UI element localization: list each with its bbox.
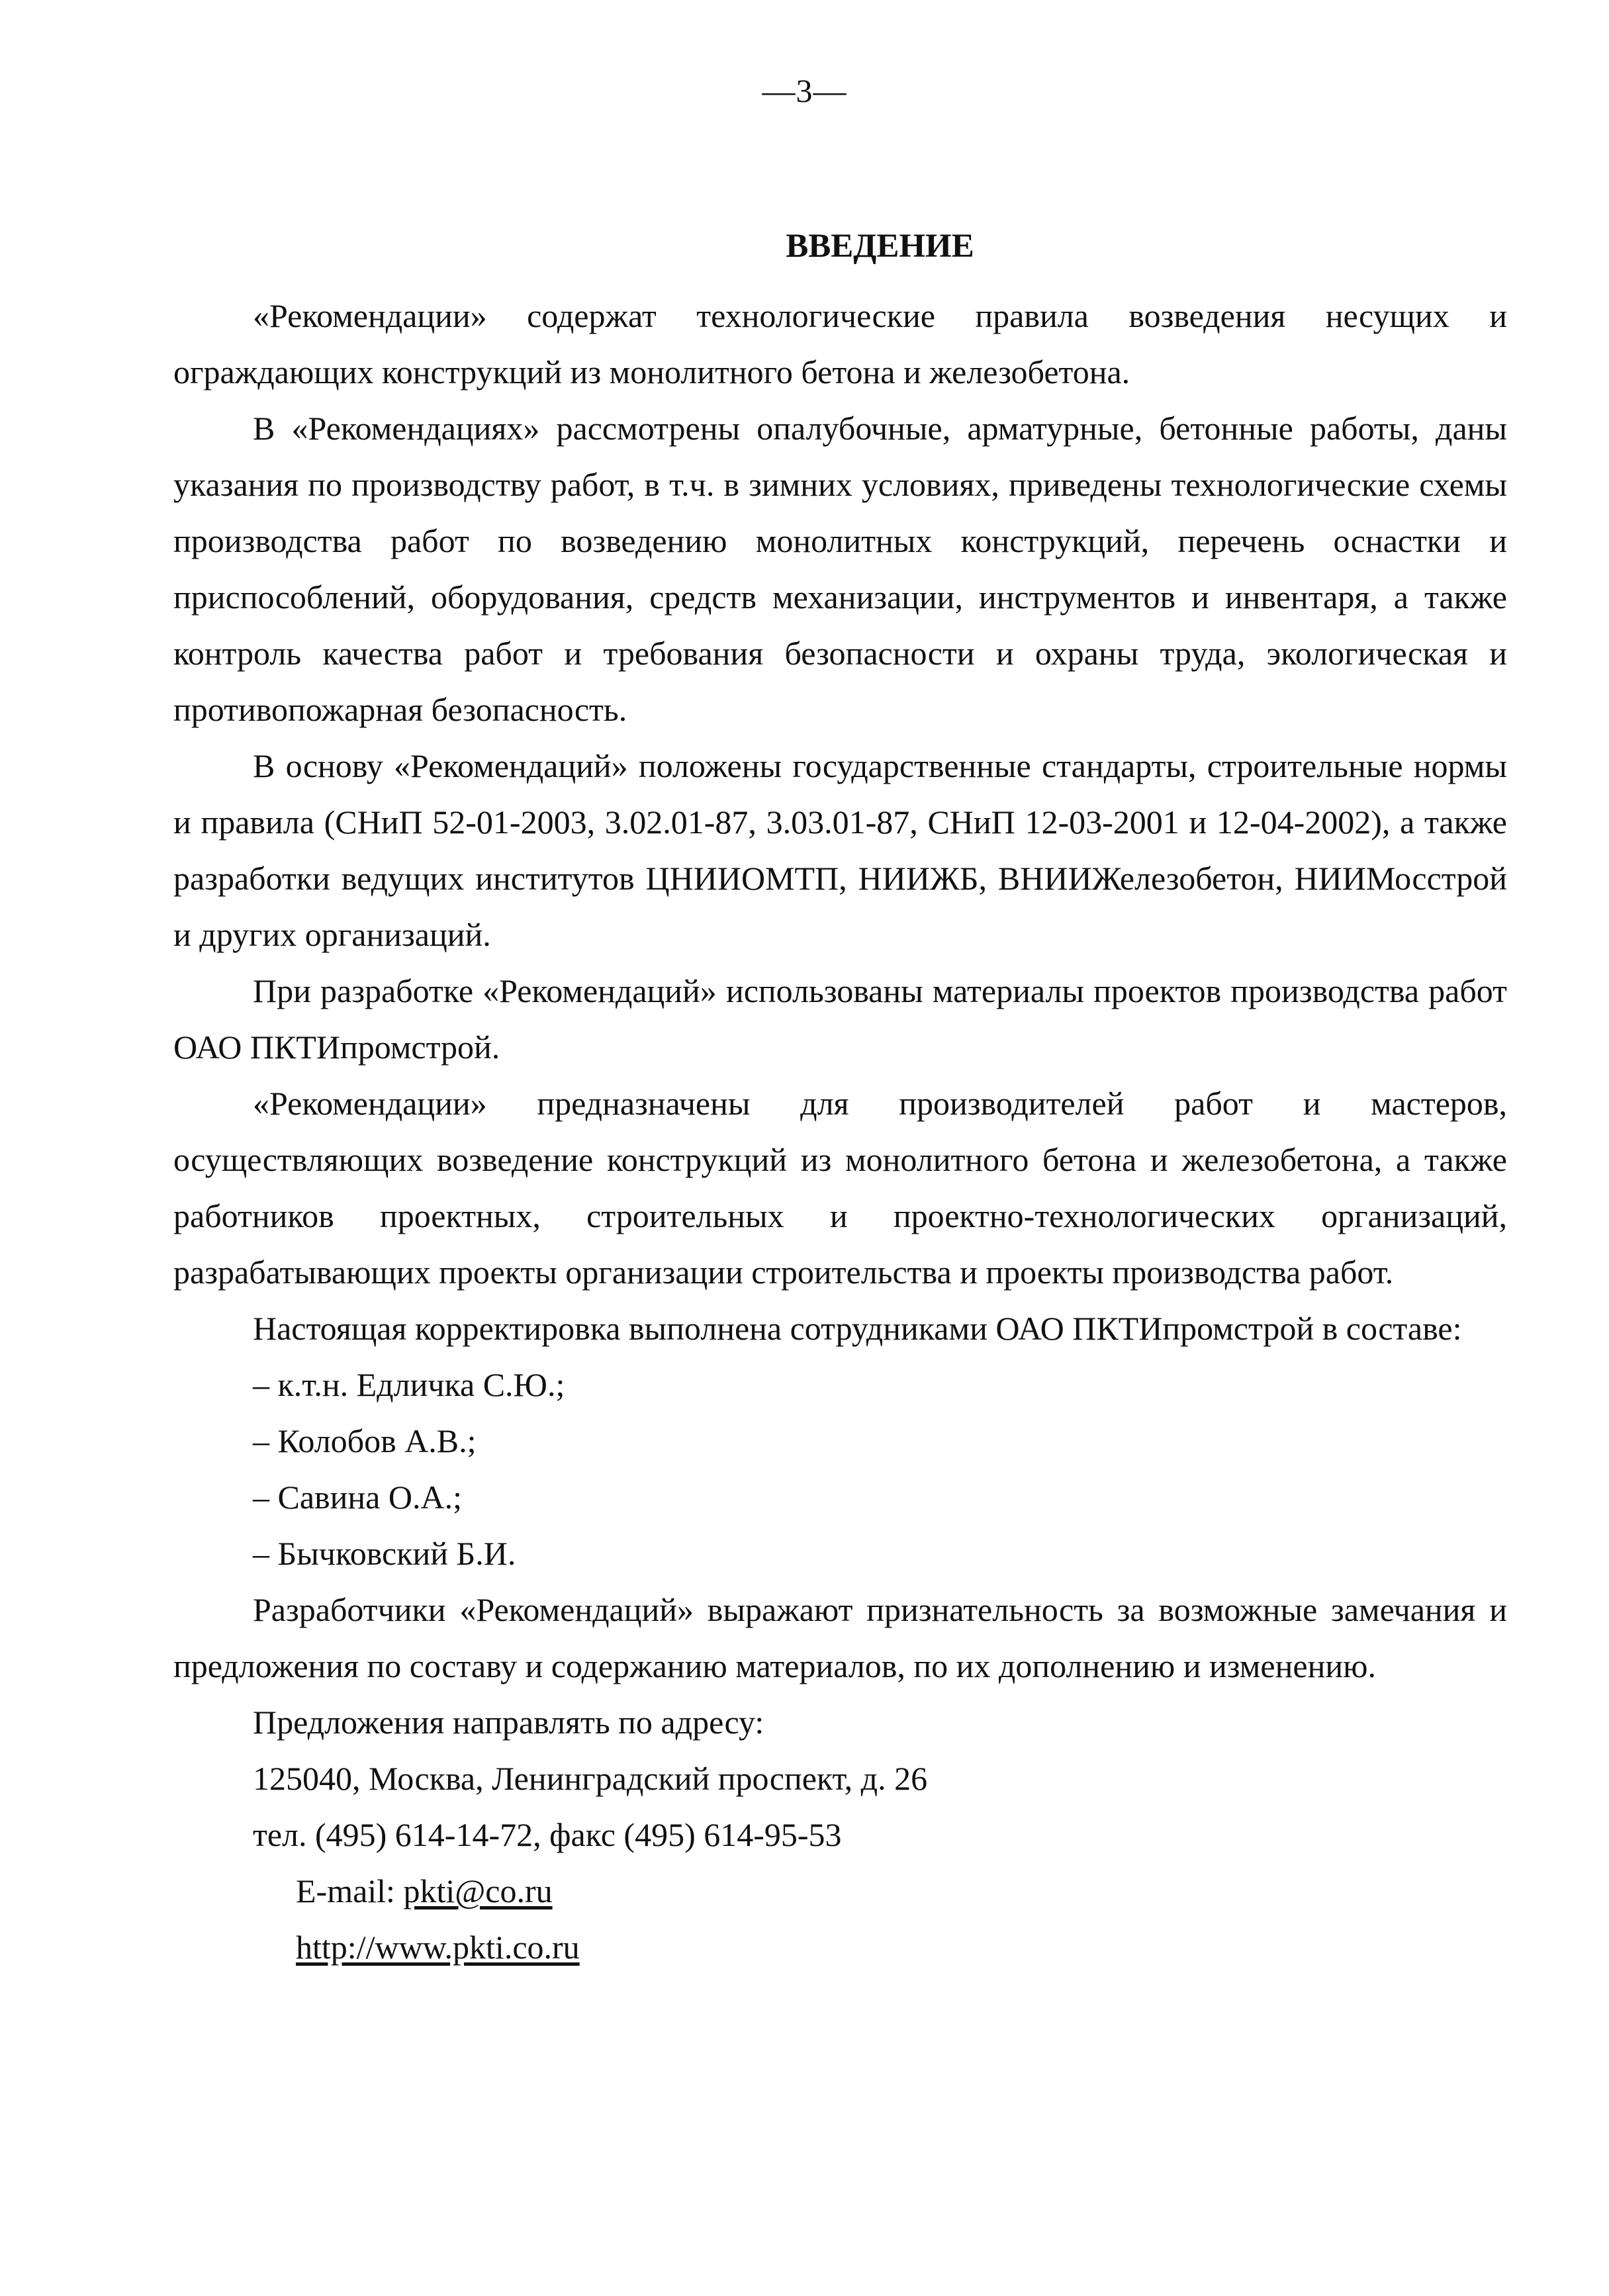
contact-phone: тел. (495) 614-14-72, факс (495) 614-95-53 — [253, 1816, 842, 1853]
website-link[interactable]: http://www.pkti.co.ru — [296, 1929, 580, 1966]
page-content — [173, 218, 1507, 1976]
contact-address: 125040, Москва, Ленинградский проспект, д. 26 — [253, 1760, 928, 1797]
section-title: ВВЕДЕНИЕ — [786, 228, 974, 265]
paragraph-purpose: «Рекомендации» содержат технологические правила возведения несущих и ограждающих конструкций из монолитного бетона и железобетона. — [173, 297, 1507, 390]
contact-email-line — [173, 1863, 1507, 1919]
paragraph-audience: «Рекомендации» предназначены для производителей работ и мастеров, осуществляющих возведение конструкций из монолитного бетона и железобетона, а также работников проектных, строительных и проектно-технологических организаций, разрабатывающих проекты организации строительства и проекты производства работ. — [173, 1085, 1507, 1291]
paragraph-basis: В основу «Рекомендаций» положены государственные стандарты, строительные нормы и правила (СНиП 52-01-2003, 3.02.01-87, 3.03.01-87, СНиП 12-03-2001 и 12-04-2002), а также разработки ведущих институтов ЦНИИОМТП, НИИЖБ, ВНИИЖелезобетон, НИИМосстрой и других организаций. — [173, 747, 1507, 953]
contact-website-line — [173, 1919, 1507, 1976]
author-item: – Колобов А.В.; — [253, 1422, 477, 1459]
email-label: E-mail: — [296, 1872, 404, 1909]
author-item: – к.т.н. Едличка С.Ю.; — [253, 1366, 565, 1403]
author-item: – Бычковский Б.И. — [253, 1535, 516, 1572]
contacts-intro: Предложения направлять по адресу: — [253, 1704, 764, 1741]
paragraph-gratitude: Разработчики «Рекомендаций» выражают признательность за возможные замечания и предложения по составу и содержанию материалов, по их дополнению и изменению. — [173, 1591, 1507, 1684]
page-number: —3— — [762, 72, 847, 109]
paragraph-materials: При разработке «Рекомендаций» использованы материалы проектов производства работ ОАО ПКТИпромстрой. — [173, 972, 1507, 1066]
author-item: – Савина О.А.; — [253, 1479, 462, 1516]
authors-intro: Настоящая корректировка выполнена сотрудниками ОАО ПКТИпромстрой в составе: — [253, 1310, 1462, 1347]
email-link[interactable]: pkti@co.ru — [403, 1872, 553, 1909]
paragraph-scope: В «Рекомендациях» рассмотрены опалубочные, арматурные, бетонные работы, даны указания по производству работ, в т.ч. в зимних условиях, приведены технологические схемы производства работ по возведению монолитных конструкций, перечень оснастки и приспособлений, оборудования, средств механизации, инструментов и инвентаря, а также контроль качества работ и требования безопасности и охраны труда, экологическая и противопожарная безопасность. — [173, 410, 1507, 728]
